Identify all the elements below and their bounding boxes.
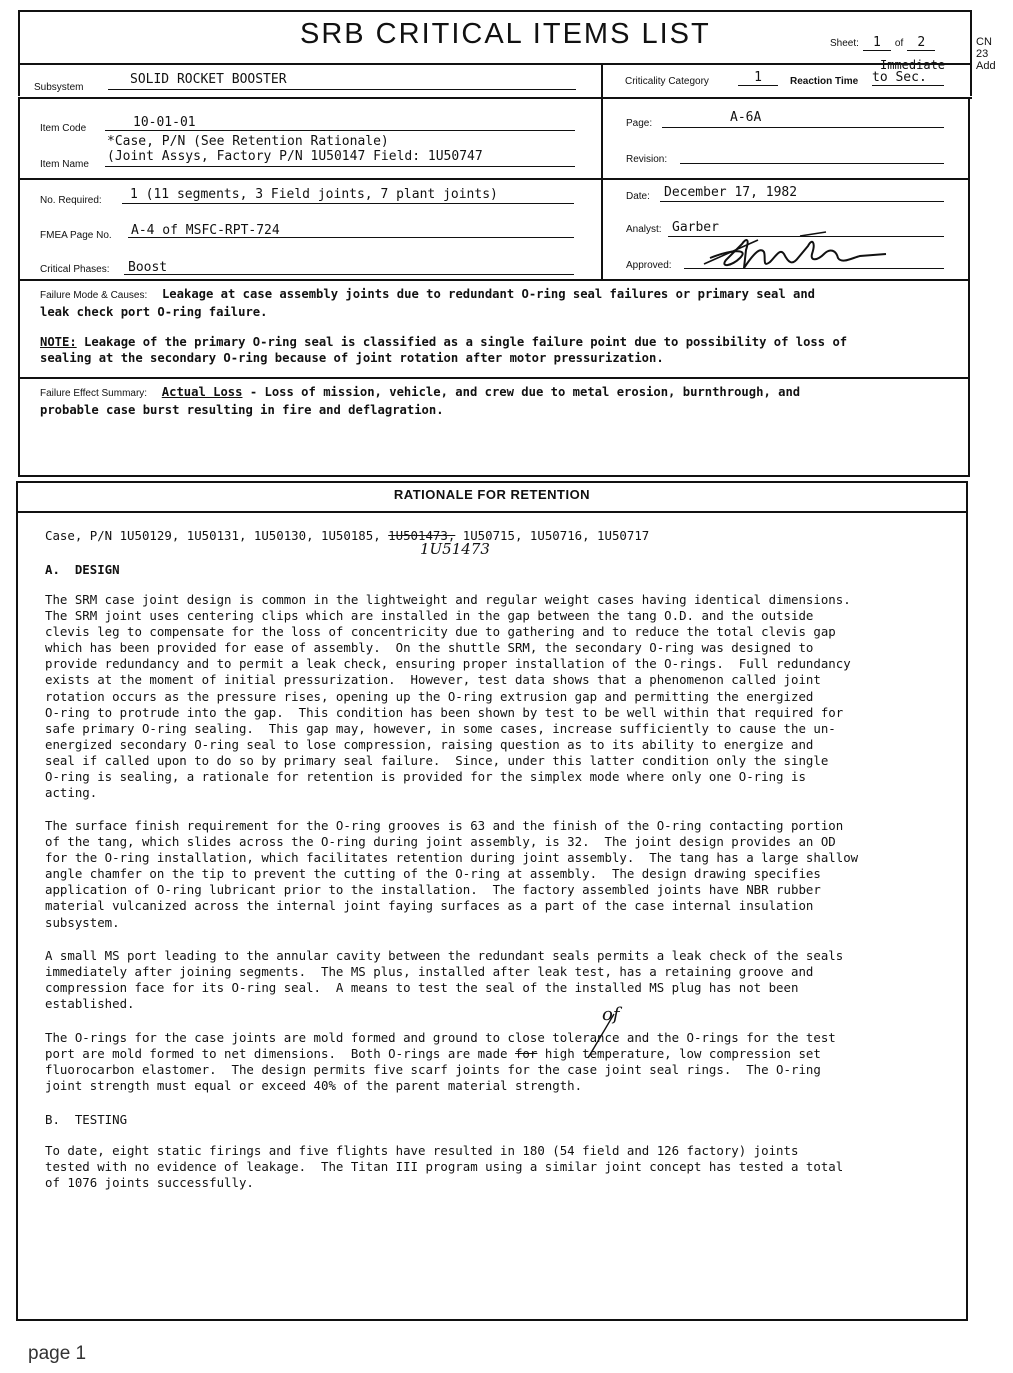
item-code-underline	[105, 130, 575, 131]
form-center-divider	[601, 97, 603, 279]
case-suffix: 1U50715, 1U50716, 1U50717	[455, 528, 650, 543]
design-heading: A. DESIGN	[45, 562, 120, 577]
required-block-top	[18, 178, 970, 180]
date-value: December 17, 1982	[664, 185, 798, 200]
item-name-value: (Joint Assys, Factory P/N 1U50147 Field: 1U50747	[107, 149, 483, 164]
failure-mode-line1: Leakage at case assembly joints due to redundant O-ring seal failures or primary seal and	[161, 287, 816, 301]
form-right-border	[968, 97, 970, 477]
top-border	[18, 10, 972, 12]
margin-note-cn: CN	[976, 36, 992, 48]
note-line2: sealing at the secondary O-ring because of joint rotation after motor pressurization.	[40, 351, 664, 366]
criticality-value: 1	[738, 70, 778, 86]
fmea-underline	[128, 237, 574, 238]
item-code-value: 10-01-01	[133, 115, 196, 130]
right-border-top	[970, 10, 972, 96]
fmea-label: FMEA Page No.	[40, 230, 112, 241]
handwritten-of: of	[602, 1004, 620, 1025]
subsystem-label: Subsystem	[34, 82, 84, 93]
form-left-border	[18, 97, 20, 477]
design-paragraph-3: A small MS port leading to the annular cavity between the redundant seals permits a leak check of the seals immediately after joining segments. The MS plus, installed after leak test, has a retaining groove and compression face for its O-ring seal. A means to test the seal of the installed MS plug has not been established.	[45, 948, 844, 1012]
failure-mode-section	[40, 286, 960, 366]
design-paragraph-4-line2	[45, 1046, 821, 1062]
page-label: Page:	[626, 118, 653, 129]
date-underline	[660, 201, 944, 202]
fmea-value: A-4 of MSFC-RPT-724	[131, 223, 280, 238]
form-title: SRB CRITICAL ITEMS LIST	[300, 18, 711, 50]
failure-effect-section	[40, 384, 960, 418]
phases-underline	[124, 274, 574, 275]
reaction-time-label: Reaction Time	[790, 76, 859, 87]
item-name-underline	[105, 166, 575, 167]
form-bottom	[18, 475, 970, 477]
failure-mode-line2: leak check port O-ring failure.	[40, 305, 268, 320]
approved-underline	[684, 268, 944, 269]
required-label: No. Required:	[40, 195, 102, 206]
required-underline	[122, 203, 574, 204]
approved-label: Approved:	[626, 260, 672, 271]
item-code-label: Item Code	[40, 123, 87, 134]
case-part-numbers	[45, 528, 649, 544]
analyst-label: Analyst:	[626, 224, 662, 235]
failure-effect-line1: - Loss of mission, vehicle, and crew due to metal erosion, burnthrough, and	[242, 385, 801, 399]
subsystem-divider	[601, 63, 603, 97]
testing-heading: B. TESTING	[45, 1112, 128, 1127]
phases-label: Critical Phases:	[40, 264, 110, 275]
analyst-value: Garber	[672, 220, 719, 235]
subsystem-underline	[108, 89, 576, 90]
sheet-number: 1	[863, 35, 891, 51]
p4-line2-end: high temperature, low compression set	[537, 1046, 821, 1061]
failure-effect-label: Failure Effect Summary:	[40, 388, 148, 399]
sheet-indicator	[830, 33, 935, 51]
sheet-label: Sheet:	[830, 38, 859, 49]
failure-effect-top	[18, 377, 970, 379]
case-struck-number: 1U501473,	[388, 528, 456, 543]
failure-effect-line2: probable case burst resulting in fire and deflagration.	[40, 403, 444, 418]
margin-note	[976, 36, 996, 72]
revision-label: Revision:	[626, 154, 668, 165]
margin-note-number: 23	[976, 48, 989, 60]
testing-paragraph: To date, eight static firings and five flights have resulted in 180 (54 field and 126 factory) joints tested with no evidence of leakage. The Titan III program using a similar joint concept has tested a total of 1076 joints successfully.	[45, 1143, 844, 1191]
page-underline	[662, 127, 944, 128]
actual-loss-label: Actual Loss	[161, 385, 243, 399]
margin-note-add: Add	[976, 60, 996, 72]
page-value: A-6A	[730, 110, 762, 125]
sheet-of-label: of	[894, 38, 904, 49]
note-line1: Leakage of the primary O-ring seal is classified as a single failure point due to possibility of loss of	[76, 335, 848, 350]
required-value: 1 (11 segments, 3 Field joints, 7 plant joints)	[130, 187, 498, 202]
title-divider	[18, 63, 972, 65]
item-note: *Case, P/N (See Retention Rationale)	[107, 134, 389, 149]
subsystem-value: SOLID ROCKET BOOSTER	[130, 72, 287, 87]
p4-line2-start: port are mold formed to net dimensions. Both O-rings are made	[45, 1046, 515, 1061]
design-paragraph-1: The SRM case joint design is common in the lightweight and regular weight cases having identical dimensions. The SRM joint uses centering clips which are installed in the gap between the tang O.D. and the outside clevis leg to compensate for the loss of concentricity due to gathering and to reduce the total clevis gap which has been provided for ease of assembly. On the shuttle SRM, the secondary O-ring was designed to provide redundancy and to permit a leak check, ensuring proper installation of the O-rings. Full redundancy exists at the moment of initial pressurization. However, test data shows that a phenomenon called joint rotation occurs as the pressure rises, opening up the O-ring extrusion gap and permitting the energized O-ring to protrude into the gap. This condition has been shown by test to be well within that required for safe primary O-ring sealing. This gap may, however, in some cases, increase sufficiently to cause the un- energized secondary O-ring seal to lose compression, raising question as to its ability to energize and seal if called upon to do so by primary seal failure. Since, under this latter condition only the single O-ring is sealing, a rationale for retention is provided for the simplex mode where only one O-ring is acting.	[45, 592, 851, 801]
item-block-top	[18, 97, 972, 99]
failure-mode-label: Failure Mode & Causes:	[40, 290, 148, 301]
case-prefix: Case, P/N 1U50129, 1U50131, 1U50130, 1U50185,	[45, 528, 389, 543]
left-border-top	[18, 10, 20, 96]
p4-struck-word: for	[514, 1046, 538, 1061]
page-footer: page 1	[28, 1343, 87, 1364]
criticality-label: Criticality Category	[625, 76, 709, 87]
reaction-time-value: to Sec.	[872, 70, 944, 86]
design-paragraph-2: The surface finish requirement for the O-ring grooves is 63 and the finish of the O-ring contacting portion of the tang, which slides across the O-ring during joint assembly, is 32. The joint design provides an OD for the O-ring installation, which facilitates retention during joint assembly. The tang has a large shallow angle chamfer on the tip to prevent the cutting of the O-ring at assembly. The design drawing specifies application of O-ring lubricant prior to the installation. The factory assembled joints have NBR rubber material vulcanized across the internal joint faying surfaces as a part of the case internal insulation subsystem.	[45, 818, 859, 930]
failure-mode-top	[18, 279, 970, 281]
case-handwritten-correction: 1U51473	[420, 540, 490, 558]
rationale-heading-divider	[16, 511, 966, 513]
sheet-total: 2	[907, 35, 935, 51]
phases-value: Boost	[128, 260, 168, 275]
note-label: NOTE:	[40, 335, 77, 350]
immediate-note: Immediate	[880, 58, 946, 72]
design-paragraph-4-rest: fluorocarbon elastomer. The design permits five scarf joints for the case joint seal rings. The O-ring joint strength must equal or exceed 40% of the parent material strength.	[45, 1062, 821, 1094]
design-paragraph-4-line1: The O-rings for the case joints are mold formed and ground to close tolerance and the O-rings for the test	[45, 1030, 836, 1045]
revision-underline	[680, 163, 944, 164]
item-name-label: Item Name	[40, 159, 89, 170]
rationale-heading: RATIONALE FOR RETENTION	[393, 487, 591, 502]
date-label: Date:	[626, 191, 650, 202]
